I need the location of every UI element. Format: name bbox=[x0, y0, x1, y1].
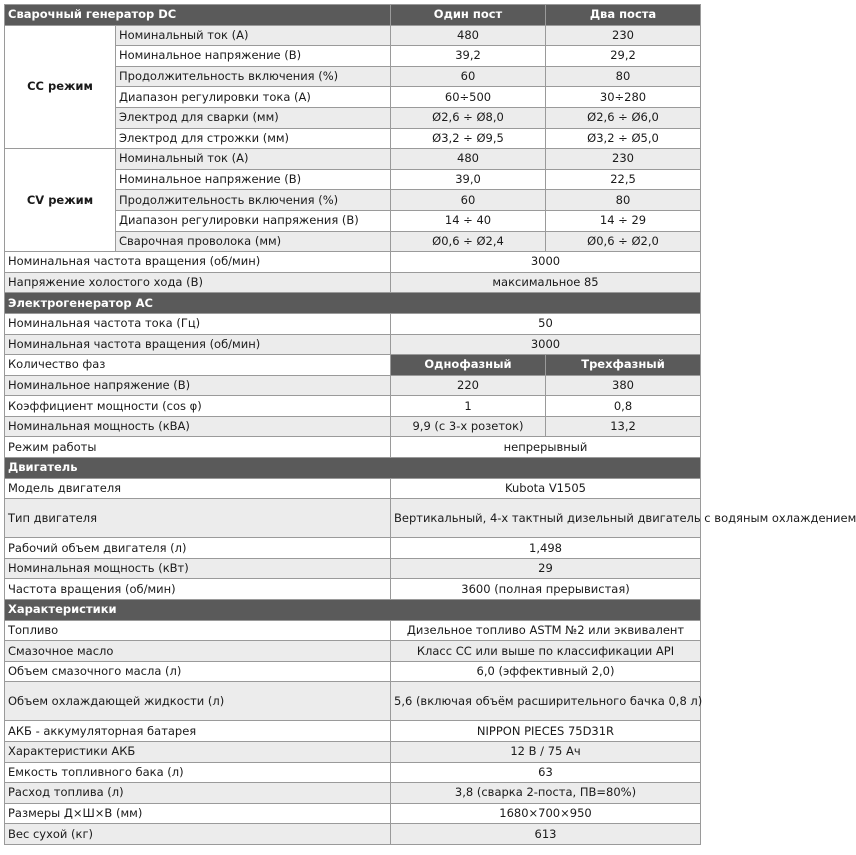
table-row bbox=[5, 721, 701, 742]
cell-value: Дизельное топливо ASTM №2 или эквивалент bbox=[391, 620, 701, 641]
row-label: Диапазон регулировки напряжения (В) bbox=[116, 210, 391, 231]
row-label: АКБ - аккумуляторная батарея bbox=[5, 721, 391, 742]
table-row bbox=[5, 682, 701, 721]
row-label: Тип двигателя bbox=[5, 499, 391, 538]
row-label: Номинальная мощность (кВт) bbox=[5, 558, 391, 579]
table-row bbox=[5, 437, 701, 458]
table-row bbox=[5, 742, 701, 763]
cell-value: 29 bbox=[391, 558, 701, 579]
cell-value: 230 bbox=[546, 25, 701, 46]
cell-value: 60÷500 bbox=[391, 87, 546, 108]
cell-value: Ø2,6 ÷ Ø8,0 bbox=[391, 107, 546, 128]
cell-value: 3,8 (сварка 2-поста, ПВ=80%) bbox=[391, 783, 701, 804]
row-label: Расход топлива (л) bbox=[5, 783, 391, 804]
row-label: Номинальное напряжение (В) bbox=[5, 375, 391, 396]
cc-mode-label: CC режим bbox=[5, 25, 116, 149]
cell-value: Ø0,6 ÷ Ø2,0 bbox=[546, 231, 701, 252]
row-label: Номинальная частота вращения (об/мин) bbox=[5, 334, 391, 355]
cell-value: 63 bbox=[391, 762, 701, 783]
table-row bbox=[5, 558, 701, 579]
cell-value: 39,2 bbox=[391, 46, 546, 67]
table-row bbox=[5, 355, 701, 376]
cell-value: 12 В / 75 Ач bbox=[391, 742, 701, 763]
table-row bbox=[5, 375, 701, 396]
cell-value: 14 ÷ 29 bbox=[546, 210, 701, 231]
cell-value: 0,8 bbox=[546, 396, 701, 417]
cell-value: 3600 (полная прерывистая) bbox=[391, 579, 701, 600]
cell-value: 30÷280 bbox=[546, 87, 701, 108]
cell-value: 6,0 (эффективный 2,0) bbox=[391, 661, 701, 682]
table-row bbox=[5, 824, 701, 845]
cell-value: 480 bbox=[391, 149, 546, 170]
table-row bbox=[5, 25, 701, 46]
cell-value: 60 bbox=[391, 190, 546, 211]
section-header-specs bbox=[5, 600, 701, 621]
row-label: Частота вращения (об/мин) bbox=[5, 579, 391, 600]
row-label: Диапазон регулировки тока (А) bbox=[116, 87, 391, 108]
row-label: Напряжение холостого хода (В) bbox=[5, 272, 391, 293]
cell-value: 29,2 bbox=[546, 46, 701, 67]
row-label: Номинальное напряжение (В) bbox=[116, 169, 391, 190]
table-row bbox=[5, 641, 701, 662]
table-row bbox=[5, 149, 701, 170]
row-label: Сварочная проволока (мм) bbox=[116, 231, 391, 252]
row-label: Номинальная частота тока (Гц) bbox=[5, 313, 391, 334]
table-row bbox=[5, 620, 701, 641]
row-label: Электрод для сварки (мм) bbox=[116, 107, 391, 128]
table-row bbox=[5, 762, 701, 783]
cell-value: Ø0,6 ÷ Ø2,4 bbox=[391, 231, 546, 252]
cell-value: Вертикальный, 4-х тактный дизельный двигатель с водяным охлаждением bbox=[391, 499, 701, 538]
row-label: Объем охлаждающей жидкости (л) bbox=[5, 682, 391, 721]
spec-table bbox=[4, 4, 856, 845]
cell-value: Класс CC или выше по классификации API bbox=[391, 641, 701, 662]
cell-value: 9,9 (с 3-х розеток) bbox=[391, 416, 546, 437]
row-label: Смазочное масло bbox=[5, 641, 391, 662]
row-label: Объем смазочного масла (л) bbox=[5, 661, 391, 682]
cell-value: 3000 bbox=[391, 252, 701, 273]
column-header-two-posts: Два поста bbox=[546, 5, 701, 26]
section-title: Сварочный генератор DC bbox=[5, 5, 391, 26]
cell-value: 1,498 bbox=[391, 538, 701, 559]
table-row bbox=[5, 478, 701, 499]
section-title: Характеристики bbox=[5, 600, 701, 621]
cell-value: Kubota V1505 bbox=[391, 478, 701, 499]
row-label: Номинальная частота вращения (об/мин) bbox=[5, 252, 391, 273]
row-label: Вес сухой (кг) bbox=[5, 824, 391, 845]
column-header-one-post: Один пост bbox=[391, 5, 546, 26]
cell-value: 1680×700×950 bbox=[391, 803, 701, 824]
cell-value: 1 bbox=[391, 396, 546, 417]
cell-value: 14 ÷ 40 bbox=[391, 210, 546, 231]
row-label: Электрод для строжки (мм) bbox=[116, 128, 391, 149]
section-header-dc bbox=[5, 5, 701, 26]
table-row bbox=[5, 499, 701, 538]
row-label: Коэффициент мощности (cos φ) bbox=[5, 396, 391, 417]
cell-value: максимальное 85 bbox=[391, 272, 701, 293]
section-title: Двигатель bbox=[5, 458, 701, 479]
row-label: Продолжительность включения (%) bbox=[116, 190, 391, 211]
section-title: Электрогенератор AC bbox=[5, 293, 701, 314]
cell-value: 80 bbox=[546, 66, 701, 87]
cell-value: 22,5 bbox=[546, 169, 701, 190]
row-label: Номинальное напряжение (В) bbox=[116, 46, 391, 67]
cell-value: 3000 bbox=[391, 334, 701, 355]
cell-value: NIPPON PIECES 75D31R bbox=[391, 721, 701, 742]
row-label: Номинальный ток (А) bbox=[116, 25, 391, 46]
table-row bbox=[5, 538, 701, 559]
table-row bbox=[5, 661, 701, 682]
cell-value: 50 bbox=[391, 313, 701, 334]
row-label: Размеры Д×Ш×В (мм) bbox=[5, 803, 391, 824]
row-label: Топливо bbox=[5, 620, 391, 641]
table-row bbox=[5, 579, 701, 600]
cell-value: 613 bbox=[391, 824, 701, 845]
section-header-engine bbox=[5, 458, 701, 479]
cell-value: 60 bbox=[391, 66, 546, 87]
cell-value: 220 bbox=[391, 375, 546, 396]
cell-value: непрерывный bbox=[391, 437, 701, 458]
column-header-three-phase: Трехфазный bbox=[546, 355, 701, 376]
row-label: Продолжительность включения (%) bbox=[116, 66, 391, 87]
table-row bbox=[5, 313, 701, 334]
table-row bbox=[5, 252, 701, 273]
cell-value: Ø3,2 ÷ Ø9,5 bbox=[391, 128, 546, 149]
cell-value: 230 bbox=[546, 149, 701, 170]
section-header-ac bbox=[5, 293, 701, 314]
cell-value: 5,6 (включая объём расширительного бачка 0,8 л) bbox=[391, 682, 701, 721]
column-header-single-phase: Однофазный bbox=[391, 355, 546, 376]
cell-value: 480 bbox=[391, 25, 546, 46]
cell-value: 380 bbox=[546, 375, 701, 396]
row-label: Рабочий объем двигателя (л) bbox=[5, 538, 391, 559]
table-row bbox=[5, 272, 701, 293]
row-label: Количество фаз bbox=[5, 355, 391, 376]
cell-value: Ø2,6 ÷ Ø6,0 bbox=[546, 107, 701, 128]
row-label: Номинальная мощность (кВА) bbox=[5, 416, 391, 437]
row-label: Характеристики АКБ bbox=[5, 742, 391, 763]
cell-value: 13,2 bbox=[546, 416, 701, 437]
table-row bbox=[5, 783, 701, 804]
table-row bbox=[5, 803, 701, 824]
table-row bbox=[5, 396, 701, 417]
cell-value: 80 bbox=[546, 190, 701, 211]
cell-value: Ø3,2 ÷ Ø5,0 bbox=[546, 128, 701, 149]
row-label: Емкость топливного бака (л) bbox=[5, 762, 391, 783]
table-row bbox=[5, 416, 701, 437]
cv-mode-label: CV режим bbox=[5, 149, 116, 252]
row-label: Модель двигателя bbox=[5, 478, 391, 499]
row-label: Режим работы bbox=[5, 437, 391, 458]
table-row bbox=[5, 334, 701, 355]
row-label: Номинальный ток (А) bbox=[116, 149, 391, 170]
cell-value: 39,0 bbox=[391, 169, 546, 190]
